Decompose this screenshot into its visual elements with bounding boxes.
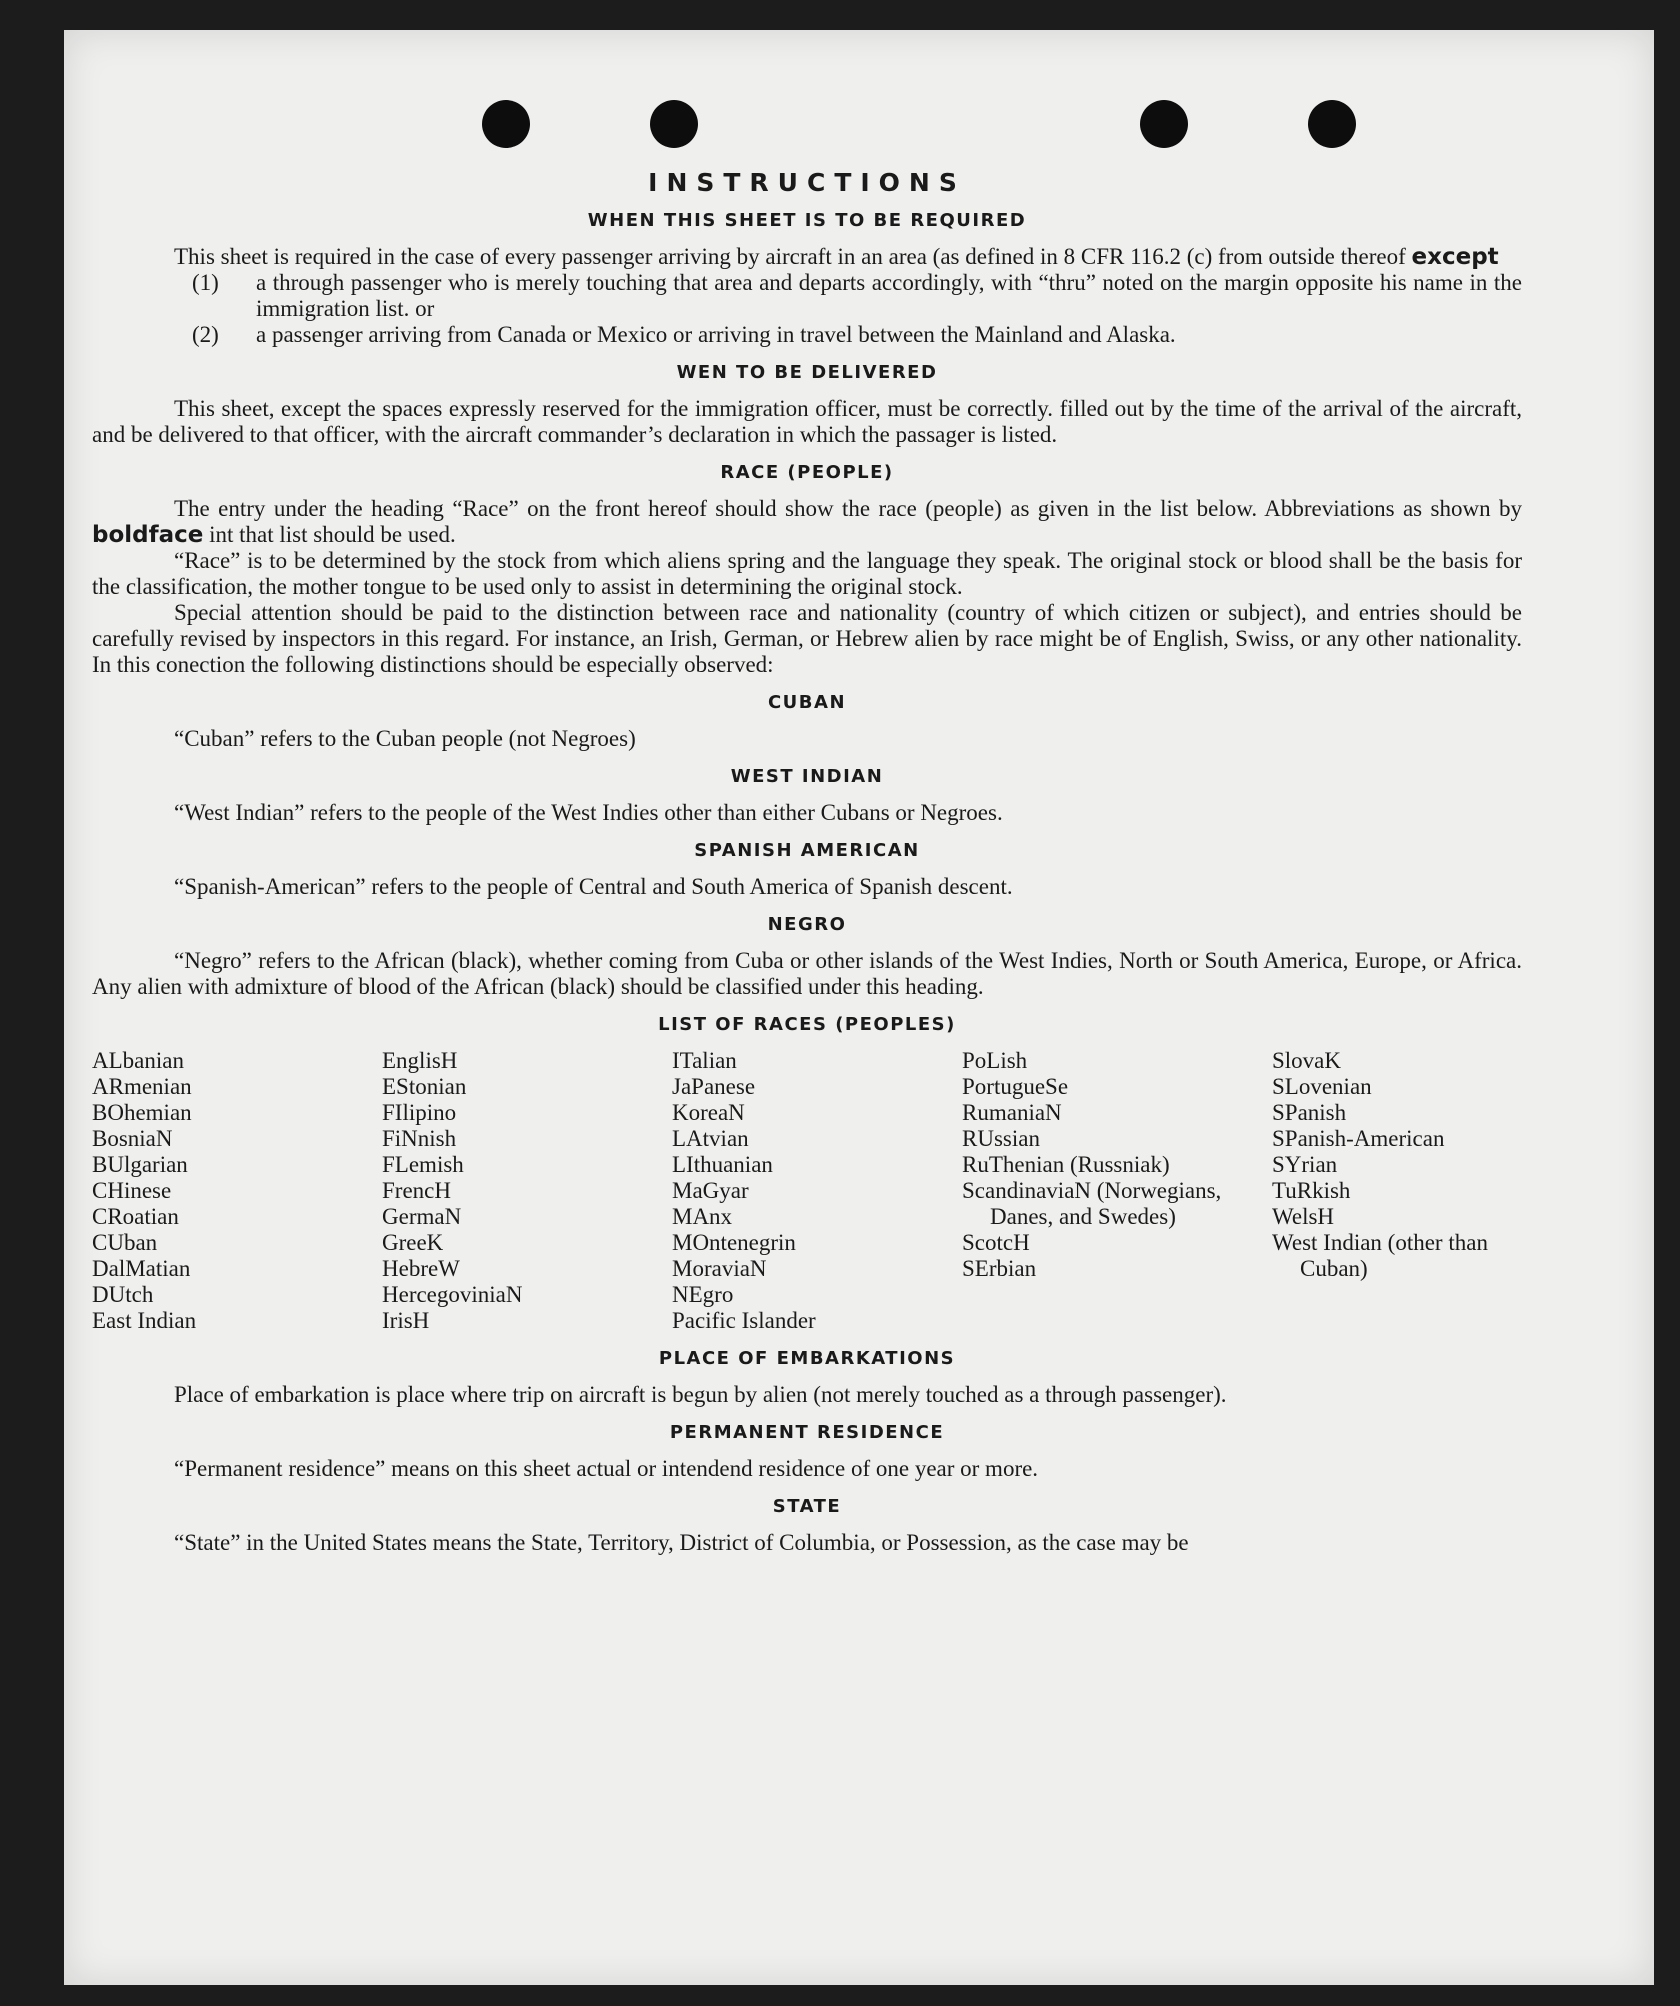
race-list-item: FLemish: [382, 1152, 464, 1177]
section-heading-race-list: LIST OF RACES (PEOPLES): [658, 1014, 956, 1035]
race-list-item: FrencH: [382, 1178, 451, 1203]
punch-hole: [1140, 100, 1188, 148]
race-list-item: KoreaN: [672, 1100, 745, 1125]
race-list-item: GermaN: [382, 1204, 462, 1229]
exception-text: a through passenger who is merely touching that area and departs accordingly, with “thru” noted on the margin opposite his name in the immigration list. or: [256, 270, 1522, 321]
race-list-item: MaGyar: [672, 1178, 749, 1203]
race-list-item: EStonian: [382, 1074, 467, 1099]
cuban-text: “Cuban” refers to the Cuban people (not Negroes): [174, 726, 636, 751]
section-heading-west-indian: WEST INDIAN: [730, 766, 884, 787]
race-list-item: RumaniaN: [962, 1100, 1062, 1125]
punch-hole: [650, 100, 698, 148]
section-heading-residence: PERMANENT RESIDENCE: [669, 1422, 945, 1443]
race-list-item: RUssian: [962, 1126, 1040, 1151]
race-list-item: Pacific Islander: [672, 1308, 816, 1333]
race-list-item: SLovenian: [1272, 1074, 1372, 1099]
race-list-item: SYrian: [1272, 1152, 1338, 1177]
race-list-column: [962, 1048, 1272, 1334]
race-paragraph-3: Special attention should be paid to the distinction between race and nationality (country of which citizen or subject), and entries should be carefully revised by inspectors in this regard. For instance, an Irish, German, or Hebrew alien by race might be of English, Swiss, or any other nationality. In this conection the following distinctions should be especially observed:: [92, 600, 1522, 677]
section-heading-embarkation: PLACE OF EMBARKATIONS: [658, 1348, 956, 1369]
race-list-item: MOntenegrin: [672, 1230, 796, 1255]
race-list-item: SPanish-American: [1272, 1126, 1445, 1151]
exception-item: [92, 322, 1522, 348]
section-heading-delivered: WEN TO BE DELIVERED: [676, 362, 938, 383]
negro-text: “Negro” refers to the African (black), whether coming from Cuba or other islands of the West Indies, North or South America, Europe, or Africa. Any alien with admixture of blood of the African (black) should be classified under this heading.: [92, 948, 1522, 999]
delivered-text: This sheet, except the spaces expressly reserved for the immigration officer, must be correctly. filled out by the time of the arrival of the aircraft, and be delivered to that officer, with the aircraft commander’s declaration in which the passager is listed.: [92, 396, 1522, 447]
section-heading-cuban: CUBAN: [767, 692, 847, 713]
race-paragraph-1: The entry under the heading “Race” on the front hereof should show the race (people) as given in the list below. Abbreviations as shown by boldface int that list should be used.: [92, 496, 1522, 548]
race-list-item: JaPanese: [672, 1074, 756, 1099]
race-paragraph-2: “Race” is to be determined by the stock from which aliens spring and the language they speak. The original stock or blood shall be the basis for the classification, the mother tongue to be used only to assist in determining the original stock.: [92, 548, 1522, 599]
required-intro: This sheet is required in the case of every passenger arriving by aircraft in an area (as defined in 8 CFR 116.2 (c) from outside thereof except: [174, 244, 1499, 270]
race-list-item: MAnx: [672, 1204, 733, 1229]
section-heading-state: STATE: [772, 1496, 842, 1517]
race-list-item: BOhemian: [92, 1100, 192, 1125]
section-heading-negro: NEGRO: [767, 914, 847, 935]
embarkation-text: Place of embarkation is place where trip on aircraft is begun by alien (not merely touched as a through passenger).: [174, 1382, 1227, 1407]
race-list-column: [382, 1048, 672, 1334]
race-list-item: HercegoviniaN: [382, 1282, 523, 1307]
exception-number: (2): [192, 322, 219, 347]
race-list-item: TuRkish: [1272, 1178, 1351, 1203]
instructions-content: [92, 170, 1522, 1556]
exception-item: [92, 270, 1522, 322]
west-indian-text: “West Indian” refers to the people of the West Indies other than either Cubans or Negroes.: [174, 800, 1003, 825]
exception-number: (1): [192, 270, 219, 295]
exception-text: a passenger arriving from Canada or Mexico or arriving in travel between the Mainland and Alaska.: [256, 322, 1176, 347]
race-list-column: [92, 1048, 382, 1334]
race-list-item: GreeK: [382, 1230, 444, 1255]
section-heading-required: WHEN THIS SHEET IS TO BE REQUIRED: [587, 210, 1027, 231]
race-list-item: LAtvian: [672, 1126, 749, 1151]
race-list-item: BosniaN: [92, 1126, 173, 1151]
race-list-item: East Indian: [92, 1308, 197, 1333]
race-list-item: ScotcH: [962, 1230, 1030, 1255]
race-list-item: FIlipino: [382, 1100, 457, 1125]
section-heading-spanish-american: SPANISH AMERICAN: [694, 840, 920, 861]
race-list-column: [1272, 1048, 1522, 1334]
race-list-item: NEgro: [672, 1282, 734, 1307]
race-list-item: IrisH: [382, 1308, 430, 1333]
race-list-item: PortugueSe: [962, 1074, 1069, 1099]
race-list-column: [672, 1048, 962, 1334]
race-list-table: [92, 1048, 1522, 1334]
race-list-item: BUlgarian: [92, 1152, 188, 1177]
race-list-item: ITalian: [672, 1048, 737, 1073]
race-list-item: PoLish: [962, 1048, 1028, 1073]
race-list-item: CUban: [92, 1230, 158, 1255]
section-heading-race: RACE (PEOPLE): [720, 462, 894, 483]
race-list-item: ALbanian: [92, 1048, 184, 1073]
race-list-item: CRoatian: [92, 1204, 179, 1229]
race-list-item: EnglisH: [382, 1048, 458, 1073]
race-list-item: LIthuanian: [672, 1152, 773, 1177]
race-list-item: HebreW: [382, 1256, 460, 1281]
race-list-item: SlovaK: [1272, 1048, 1341, 1073]
punch-hole: [482, 100, 530, 148]
punch-hole: [1308, 100, 1356, 148]
race-list-item: ARmenian: [92, 1074, 192, 1099]
race-list-item: WelsH: [1272, 1204, 1335, 1229]
race-list-item: CHinese: [92, 1178, 172, 1203]
race-list-item: RuThenian (Russniak): [962, 1152, 1170, 1177]
race-list-item: West Indian (other than Cuban): [1272, 1230, 1488, 1281]
race-list-item: ScandinaviaN (Norwegians, Danes, and Swedes): [962, 1178, 1222, 1229]
race-list-item: FiNnish: [382, 1126, 457, 1151]
residence-text: “Permanent residence” means on this sheet actual or intendend residence of one year or more.: [174, 1456, 1039, 1481]
spanish-american-text: “Spanish-American” refers to the people of Central and South America of Spanish descent.: [174, 874, 1013, 899]
race-list-item: SPanish: [1272, 1100, 1347, 1125]
race-list-item: DUtch: [92, 1282, 154, 1307]
document-page: [64, 30, 1654, 1985]
race-list-item: MoraviaN: [672, 1256, 767, 1281]
state-text: “State” in the United States means the State, Territory, District of Columbia, or Possession, as the case may be: [174, 1530, 1189, 1555]
race-list-item: SErbian: [962, 1256, 1037, 1281]
race-list-item: DalMatian: [92, 1256, 191, 1281]
page-title: INSTRUCTIONS: [648, 168, 966, 197]
